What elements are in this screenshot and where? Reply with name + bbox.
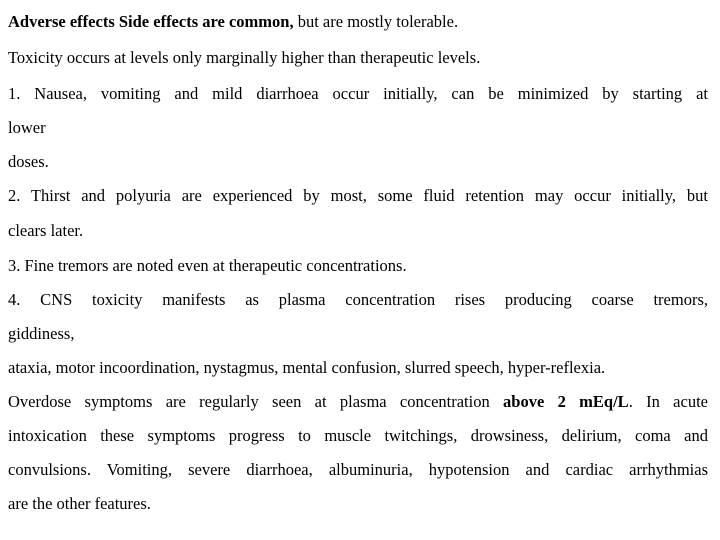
- overdose-text-post: . In acute: [628, 392, 708, 411]
- overdose-line-c: convulsions. Vomiting, severe diarrhoea, albuminuria, hypotension and cardiac arrhythmias: [8, 460, 708, 479]
- item1-line-a: 1. Nausea, vomiting and mild diarrhoea occur initially, can be minimized by starting at: [8, 84, 708, 103]
- overdose-line-a: [8, 392, 708, 412]
- intro-line: [8, 12, 458, 32]
- overdose-line-d: are the other features.: [8, 494, 151, 513]
- overdose-threshold: above 2 mEq/L: [503, 392, 629, 411]
- item4-line-a: 4. CNS toxicity manifests as plasma concentration rises producing coarse tremors,: [8, 290, 708, 309]
- item1-line-c: doses.: [8, 152, 49, 171]
- adverse-effects-heading: Adverse effects Side effects are common,: [8, 12, 294, 31]
- item2-line-b: clears later.: [8, 221, 84, 240]
- overdose-text-pre: Overdose symptoms are regularly seen at plasma concentration: [8, 392, 504, 411]
- overdose-line-b: intoxication these symptoms progress to muscle twitchings, drowsiness, delirium, coma and: [8, 426, 708, 445]
- item2-line-a: 2. Thirst and polyuria are experienced by most, some fluid retention may occur initially, but: [8, 186, 708, 205]
- item3-line: 3. Fine tremors are noted even at therapeutic concentrations.: [8, 256, 407, 275]
- toxicity-line: Toxicity occurs at levels only marginally higher than therapeutic levels.: [8, 48, 481, 67]
- item4-line-c: ataxia, motor incoordination, nystagmus, mental confusion, slurred speech, hyper-reflexia.: [8, 358, 606, 377]
- item4-line-b: giddiness,: [8, 324, 75, 343]
- item1-line-b: lower: [8, 118, 46, 137]
- intro-text: but are mostly tolerable.: [293, 12, 459, 31]
